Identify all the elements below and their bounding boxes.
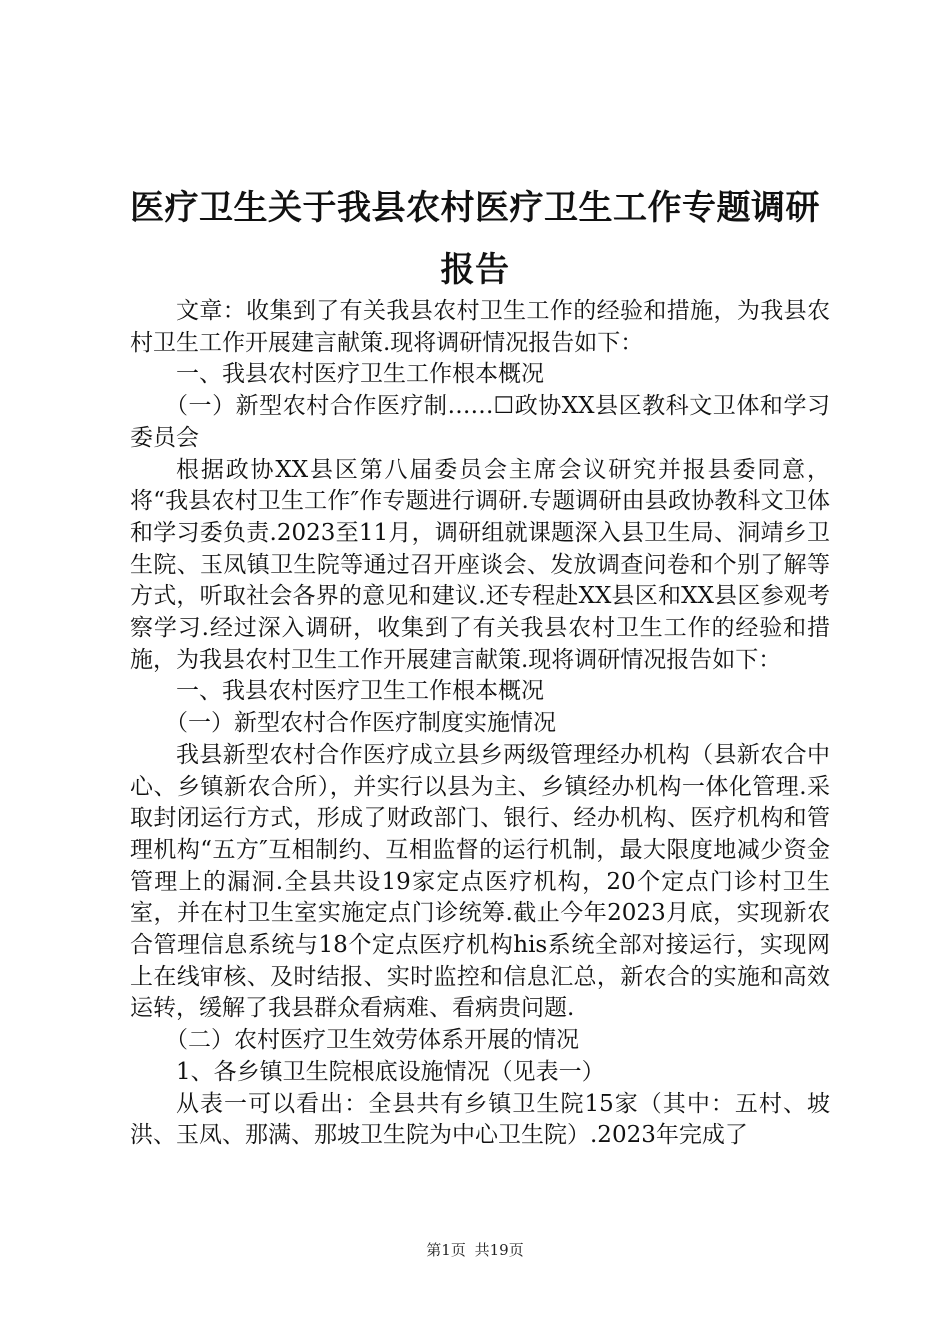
heading-section-1: 一、我县农村医疗卫生工作根本概况 <box>176 361 544 388</box>
paragraph-background: 根据政协XX县区第八届委员会主席会议研究并报县委同意，将“我县农村卫生工作″作专题进行调研.专题调研由县政协教科文卫体和学习委负责.2023至11月，调研组就课题深入县卫生局、洞靖乡卫生院、玉凤镇卫生院等通过召开座谈会、发放调查问卷和个别了解等方式，听取社会各界的意见和建议.还专程赴XX县区和XX县区参观考察学习.经过深入调研，收集到了有关我县农村卫生工作的经验和措施，为我县农村卫生工作开展建言献策.现将调研情况报告如下： <box>130 456 830 673</box>
heading-subsection-1-1: （一）新型农村合作医疗制度实施情况 <box>165 710 556 737</box>
heading-section-1-repeat: 一、我县农村医疗卫生工作根本概况 <box>176 678 544 705</box>
page-number: 第1页 <box>426 1241 466 1259</box>
page-footer <box>0 1240 950 1260</box>
heading-subsection-1-a: （一）新型农村合作医疗制……☐政协XX县区教科文卫体和学习委员会 <box>130 393 830 451</box>
document-body <box>130 296 830 1152</box>
paragraph-cooperative-medical: 我县新型农村合作医疗成立县乡两级管理经办机构（县新农合中心、乡镇新农合所），并实行以县为主、乡镇经办机构一体化管理.采取封闭运行方式，形成了财政部门、银行、经办机构、医疗机构和管理机构“五方″互相制约、互相监督的运行机制，最大限度地减少资金管理上的漏洞.全县共设19家定点医疗机构，20个定点门诊村卫生室，并在村卫生室实施定点门诊统筹.截止今年2023月底，实现新农合管理信息系统与18个定点医疗机构his系统全部对接运行，实现网上在线审核、及时结报、实时监控和信息汇总，新农合的实施和高效运转，缓解了我县群众看病难、看病贵问题. <box>130 741 830 1022</box>
heading-item-1: 1、各乡镇卫生院根底设施情况（见表一） <box>176 1058 605 1085</box>
page-total: 共19页 <box>474 1241 524 1259</box>
document-title-line-1: 医疗卫生关于我县农村医疗卫生工作专题调研 <box>130 188 820 228</box>
document-title-line-2: 报告 <box>440 250 510 290</box>
paragraph-table-summary: 从表一可以看出：全县共有乡镇卫生院15家（其中：五村、坡洪、玉凤、那满、那坡卫生院为中心卫生院）.2023年完成了 <box>130 1090 830 1149</box>
heading-subsection-1-2: （二）农村医疗卫生效劳体系开展的情况 <box>165 1027 579 1054</box>
paragraph-abstract: 文章：收集到了有关我县农村卫生工作的经验和措施，为我县农村卫生工作开展建言献策.现将调研情况报告如下： <box>130 298 830 356</box>
